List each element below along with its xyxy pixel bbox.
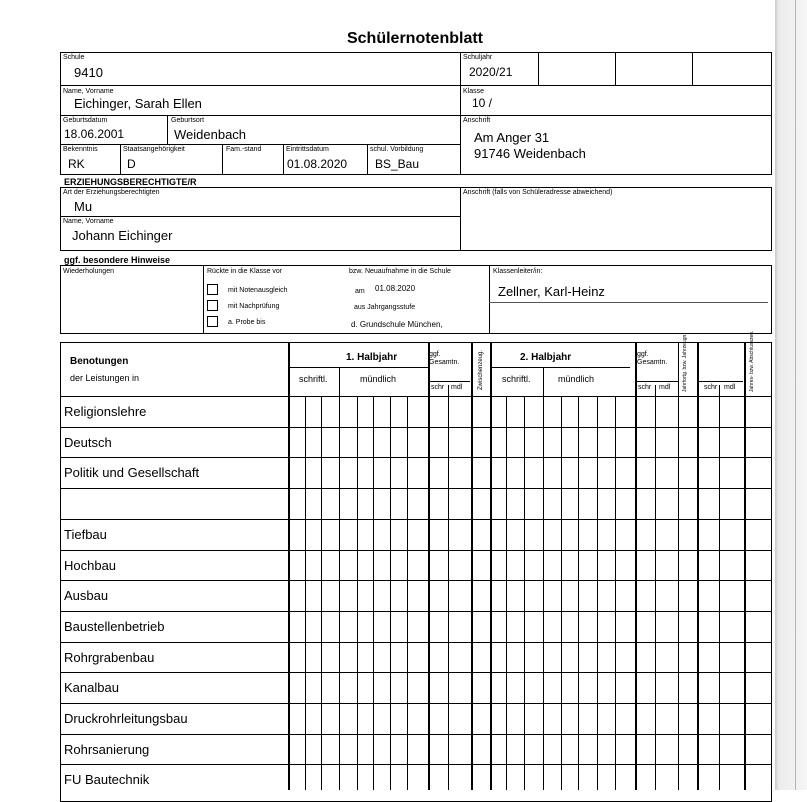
half1-header: 1. Halbjahr [346,352,398,363]
address-line1: Am Anger 31 [474,130,550,145]
name-value: Eichinger, Sarah Ellen [74,96,202,111]
half1-schr: schr [431,384,445,391]
teacher-label: Klassenleiter/in: [493,268,543,275]
birth-date-value: 18.06.2001 [64,127,125,141]
subject-name: Religionslehre [64,404,147,419]
half1-total-label: ggf. Gesamtn. [429,351,460,366]
grundschule-label: d. Grundschule München, [351,320,443,329]
school-year-value: 2020/21 [469,65,513,79]
subject-name: FU Bautechnik [64,772,150,787]
birth-date-label: Geburtsdatum [63,117,108,124]
subject-name: Politik und Gesellschaft [64,465,200,480]
option-nachpruefung: mit Nachprüfung [228,303,280,310]
confession-label: Bekenntnis [63,146,98,153]
teacher-value: Zellner, Karl-Heinz [498,284,605,299]
name-label: Name, Vorname [63,88,114,95]
final-schr: schr [704,384,718,391]
birth-place-value: Weidenbach [174,127,247,142]
am-value: 01.08.2020 [375,284,416,293]
final-mdl: mdl [724,384,736,391]
subject-name: Deutsch [64,435,112,450]
half2-oral: mündlich [558,374,595,384]
subject-name: Rohrsanierung [64,742,150,757]
guardian-type-label: Art der Erziehungsberechtigten [63,189,160,196]
guardian-name-label: Name, Vorname [63,218,114,225]
option-probe: a. Probe bis [228,319,266,326]
interim-label: Zwischenzeug. [478,349,484,390]
subject-name: Tiefbau [64,527,107,542]
half1-oral: mündlich [360,374,397,384]
half2-mdl: mdl [659,384,671,391]
entry-date-label: Eintrittsdatum [286,146,329,153]
address-line2: 91746 Weidenbach [474,146,586,161]
guardian-name-value: Johann Eichinger [72,228,173,243]
school-value: 9410 [74,65,103,80]
checkbox-nachpruefung[interactable] [207,300,218,311]
checkbox-notenausgleich[interactable] [207,284,218,295]
moved-up-label: Rückte in die Klasse vor [207,268,283,275]
subject-name: Hochbau [64,558,117,573]
half2-written: schriftl. [502,374,531,384]
option-notenausgleich: mit Notenausgleich [228,287,288,294]
half1-mdl: mdl [451,384,463,391]
grades-table [60,342,772,802]
notes-section-title: ggf. besondere Hinweise [64,255,171,265]
half2-total-label: ggf. Gesamtn. [637,351,668,366]
am-label: am [355,288,365,295]
guardian-section-title: ERZIEHUNGSBERECHTIGTE/R [64,177,197,187]
nationality-label: Staatsangehörigkeit [123,146,185,153]
repeats-label: Wiederholungen [63,268,114,275]
nationality-value: D [127,157,136,171]
grade-level-label: aus Jahrgangsstufe [354,304,416,311]
prior-education-label: schul. Vorbildung [370,146,424,153]
new-admission-label: bzw. Neuaufnahme in die Schule [349,268,451,275]
family-status-label: Fam.-stand [226,146,262,153]
entry-date-value: 01.08.2020 [287,157,348,171]
half2-schr: schr [638,384,652,391]
prior-education-value: BS_Bau [375,157,420,171]
promotion-label: Jahrfortg. bzw. Jahrzeugn. [682,333,688,392]
half2-header: 2. Halbjahr [520,352,572,363]
address-label: Anschrift [463,117,491,124]
subject-name: Ausbau [64,588,109,603]
final-label: Jahres- bzw. Abschlusszeu. [749,330,755,392]
class-label: Klasse [463,88,485,95]
guardian-address-label: Anschrift (falls von Schüleradresse abweichend) [463,189,613,196]
school-label: Schule [63,54,85,61]
birth-place-label: Geburtsort [171,117,205,124]
subject-name: Druckrohrleitungsbau [64,711,188,726]
confession-value: RK [68,157,85,171]
subject-name: Kanalbau [64,680,119,695]
guardian-type-value: Mu [74,199,93,214]
grades-subtitle: der Leistungen in [70,373,140,383]
checkbox-probe[interactable] [207,316,218,327]
class-value: 10 / [472,96,493,110]
half1-written: schriftl. [299,374,328,384]
grades-title: Benotungen [70,356,129,367]
school-year-label: Schuljahr [463,54,493,61]
document-title: Schülernotenblatt [346,30,483,47]
page-edge-shadow [775,0,807,790]
subject-name: Rohrgrabenbau [64,650,155,665]
subject-name: Baustellenbetrieb [64,619,165,634]
